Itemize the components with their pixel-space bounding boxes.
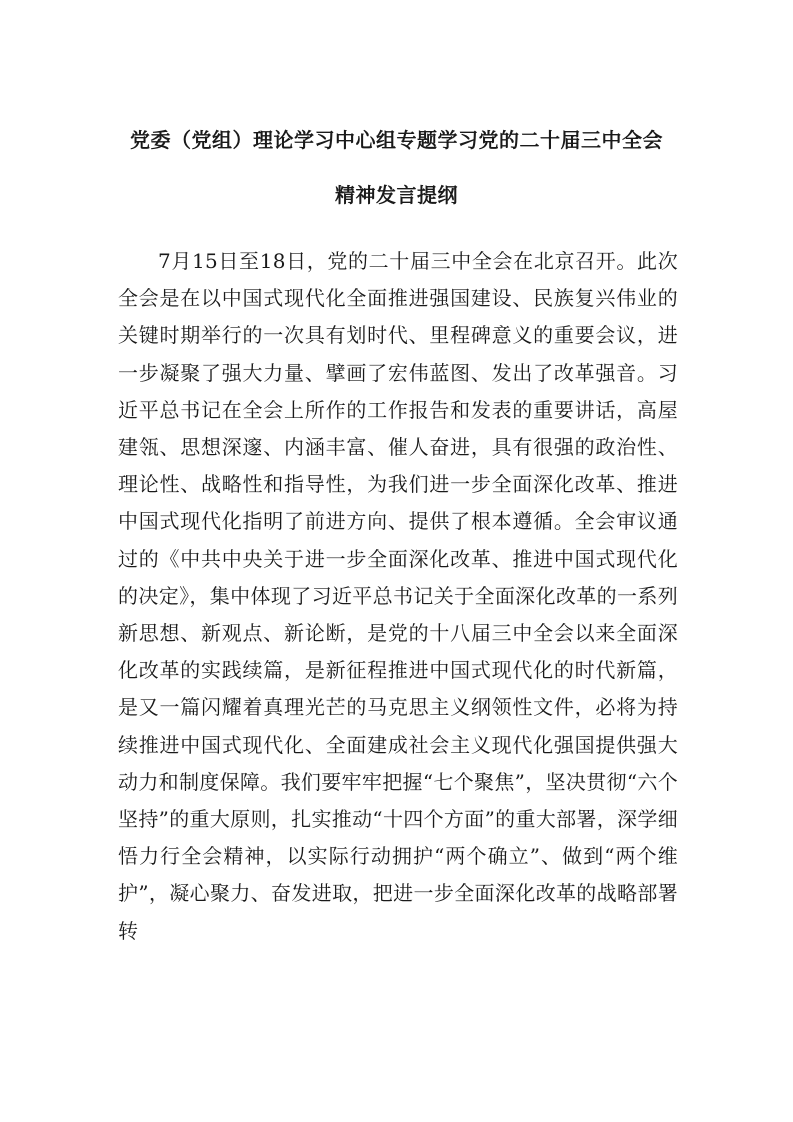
document-title-line-1: 党委（党组）理论学习中心组专题学习党的二十届三中全会 <box>130 128 663 152</box>
document-title-line-2: 精神发言提纲 <box>335 183 458 207</box>
body-paragraph: 7月15日至18日，党的二十届三中全会在北京召开。此次全会是在以中国式现代化全面推进强国建设、民族复兴伟业的关键时期举行的一次具有划时代、里程碑意义的重要会议，进一步凝聚了强大力量、擘画了宏伟蓝图、发出了改革强音。习近平总书记在全会上所作的工作报告和发表的重要讲话，高屋建瓴、思想深邃、内涵丰富、催人奋进，具有很强的政治性、理论性、战略性和指导性，为我们进一步全面深化改革、推进中国式现代化指明了前进方向、提供了根本遵循。全会审议通过的《中共中央关于进一步全面深化改革、推进中国式现代化的决定》，集中体现了习近平总书记关于全面深化改革的一系列新思想、新观点、新论断，是党的十八届三中全会以来全面深化改革的实践续篇，是新征程推进中国式现代化的时代新篇，是又一篇闪耀着真理光芒的马克思主义纲领性文件，必将为持续推进中国式现代化、全面建成社会主义现代化强国提供强大动力和制度保障。我们要牢牢把握“七个聚焦”，坚决贯彻“六个坚持”的重大原则，扎实推动“十四个方面”的重大部署，深学细悟力行全会精神，以实际行动拥护“两个确立”、做到“两个维护”，凝心聚力、奋发进取，把进一步全面深化改革的战略部署转 <box>118 249 678 943</box>
